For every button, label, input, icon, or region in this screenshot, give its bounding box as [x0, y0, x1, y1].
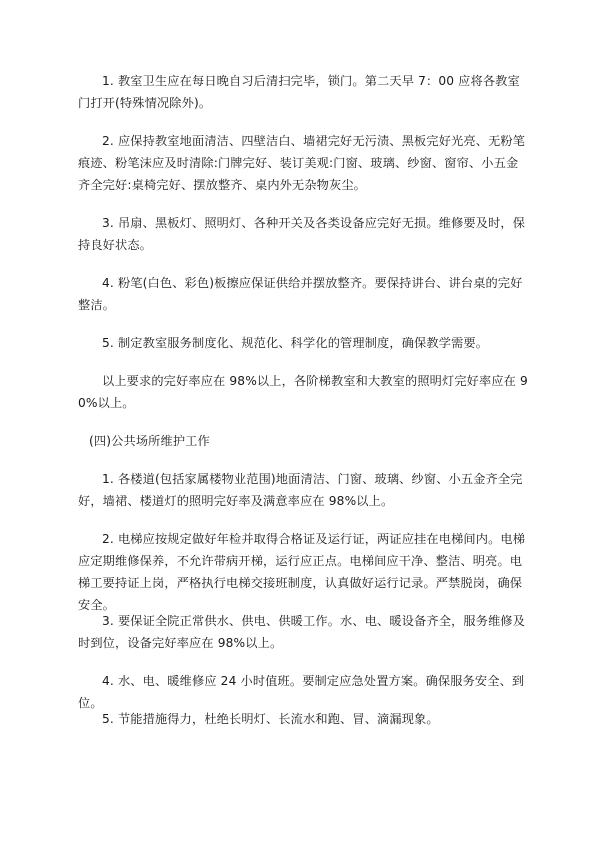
paragraph-management-system: 5. 制定教室服务制度化、规范化、科学化的管理制度，确保教学需要。: [102, 336, 489, 350]
section-heading-public-areas: (四)公共场所维护工作: [89, 434, 210, 448]
paragraph-repair-duty: 4. 水、电、暖维修应 24 小时值班。要制定应急处置方案。确保服务安全、到位。: [78, 674, 525, 710]
paragraph-chalk-supply: 4. 粉笔(白色、彩色)板擦应保证供给并摆放整齐。要保持讲台、讲台桌的完好整洁。: [78, 276, 523, 312]
paragraph-classroom-cleaning: 1. 教室卫生应在每日晚自习后清扫完毕，锁门。第二天早 7：00 应将各教室门打开(特殊情况除外)。: [78, 74, 520, 110]
paragraph-corridors: 1. 各楼道(包括家属楼物业范围)地面清洁、门窗、玻璃、纱窗、小五金齐全完好，墙裙、楼道灯的照明完好率及满意率应在 98%以上。: [78, 472, 523, 508]
paragraph-utilities: 3. 要保证全院正常供水、供电、供暖工作。水、电、暖设备齐全，服务维修及时到位，设备完好率应在 98%以上。: [78, 614, 526, 650]
paragraph-elevators: 2. 电梯应按规定做好年检并取得合格证及运行证，两证应挂在电梯间内。电梯应定期维修保养，不允许带病开梯，运行应正点。电梯间应干净、整洁、明亮。电梯工要持证上岗，严格执行电梯交接班制度，认真做好运行记录。严禁脱岗，确保安全。: [78, 532, 526, 612]
paragraph-energy-saving: 5. 节能措施得力，杜绝长明灯、长流水和跑、冒、滴漏现象。: [102, 712, 439, 726]
paragraph-equipment-condition: 3. 吊扇、黑板灯、照明灯、各种开关及各类设备应完好无损。维修要及时，保持良好状态。: [78, 216, 526, 252]
paragraph-classroom-tidiness: 2. 应保持教室地面清洁、四壁洁白、墙裙完好无污渍、黑板完好光亮、无粉笔痕迹、粉笔沫应及时清除:门牌完好、装订美观:门窗、玻璃、纱窗、窗帘、小五金齐全完好:桌椅完好、摆放整齐、桌内外无杂物灰尘。: [78, 134, 526, 192]
paragraph-completion-rate: 以上要求的完好率应在 98%以上，各阶梯教室和大教室的照明灯完好率应在 90%以上。: [78, 374, 528, 410]
